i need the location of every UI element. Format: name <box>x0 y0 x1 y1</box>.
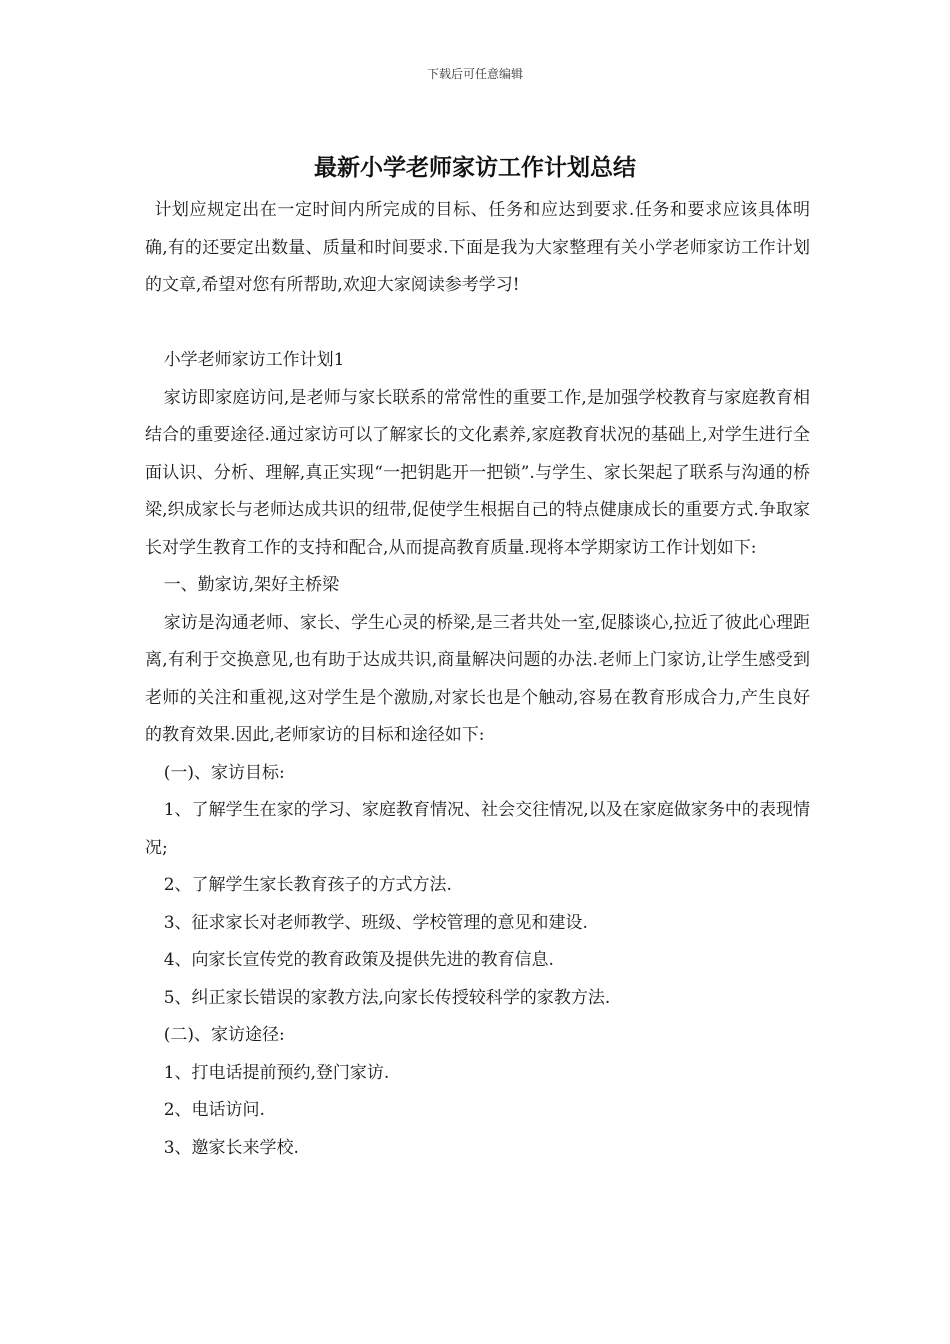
way-item: 1、打电话提前预约,登门家访. <box>163 1062 390 1083</box>
goal-item: 4、向家长宣传党的教育政策及提供先进的教育信息. <box>163 950 554 970</box>
goal-item: 2、了解学生家长教育孩子的方式方法. <box>163 875 452 895</box>
heading-1: 一、勤家访,架好主桥梁 <box>163 575 340 595</box>
goals-heading: (一)、家访目标: <box>163 762 285 783</box>
intro-paragraph: 计划应规定出在一定时间内所完成的目标、任务和应达到要求.任务和要求应该具体明确,有的还要定出数量、质量和时间要求.下面是我为大家整理有关小学老师家访工作计划的文章,希望对您有所帮助,欢迎大家阅读参考学习! <box>145 200 810 295</box>
paragraph-2: 家访是沟通老师、家长、学生心灵的桥梁,是三者共处一室,促膝谈心,拉近了彼此心理距离,有利于交换意见,也有助于达成共识,商量解决问题的办法.老师上门家访,让学生感受到老师的关注和重视,这对学生是个激励,对家长也是个触动,容易在教育形成合力,产生良好的教育效果.因此,老师家访的目标和途径如下: <box>145 612 810 745</box>
paragraph-spacer <box>145 305 810 343</box>
section-heading: 小学老师家访工作计划1 <box>163 350 345 370</box>
ways-heading: (二)、家访途径: <box>163 1025 285 1045</box>
document-title: 最新小学老师家访工作计划总结 <box>314 154 636 181</box>
goal-item: 5、纠正家长错误的家教方法,向家长传授较科学的家教方法. <box>163 987 611 1008</box>
way-item: 3、邀家长来学校. <box>163 1137 299 1158</box>
goal-item: 1、了解学生在家的学习、家庭教育情况、社会交往情况,以及在家庭做家务中的表现情况; <box>145 800 810 858</box>
header-note: 下载后可任意编辑 <box>426 67 523 81</box>
document-body <box>145 192 810 1167</box>
goal-item: 3、征求家长对老师教学、班级、学校管理的意见和建设. <box>163 912 588 933</box>
way-item: 2、电话访问. <box>163 1100 265 1120</box>
paragraph-1: 家访即家庭访问,是老师与家长联系的常常性的重要工作,是加强学校教育与家庭教育相结合的重要途径.通过家访可以了解家长的文化素养,家庭教育状况的基础上,对学生进行全面认识、分析、理解,真正实现“一把钥匙开一把锁”.与学生、家长架起了联系与沟通的桥梁,织成家长与老师达成共识的纽带,促使学生根据自己的特点健康成长的重要方式.争取家长对学生教育工作的支持和配合,从而提高教育质量.现将本学期家访工作计划如下: <box>145 387 810 558</box>
